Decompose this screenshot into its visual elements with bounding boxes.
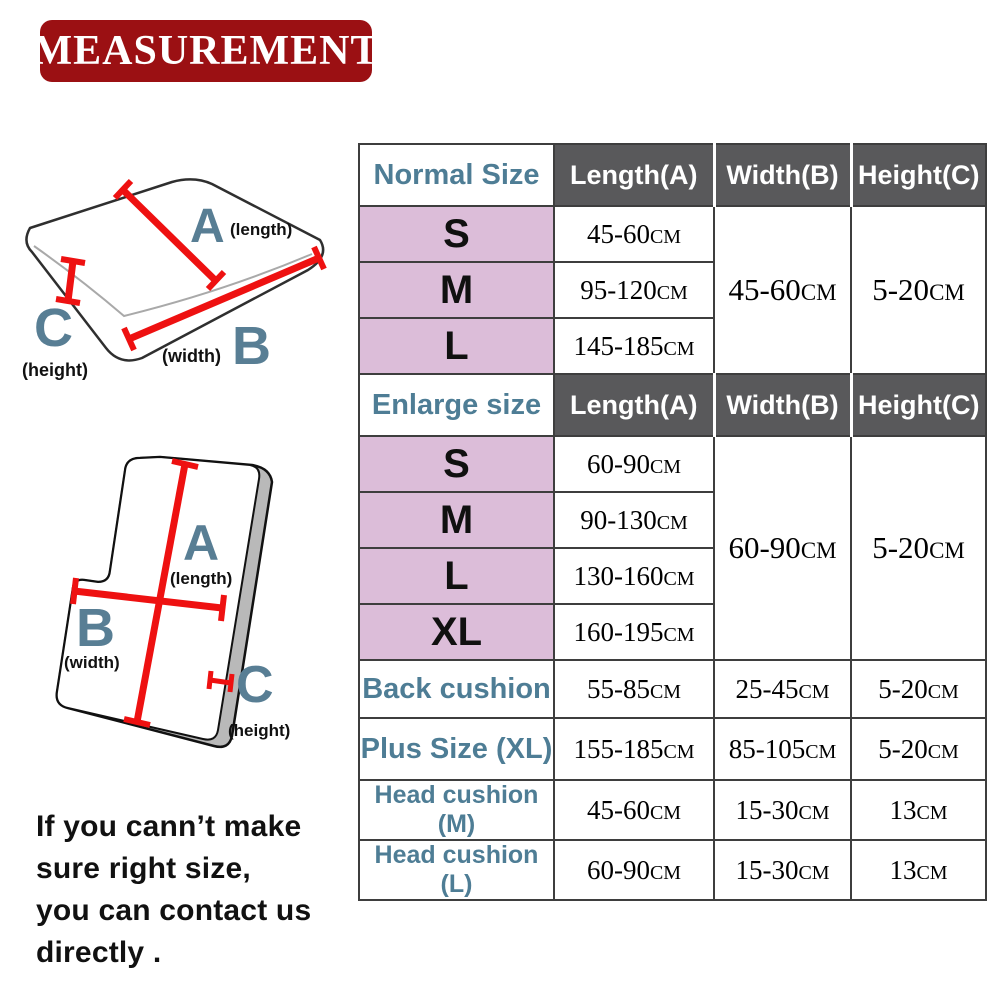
table-row-plus-size [359,718,986,780]
note-line: you can contact us [36,894,312,927]
section-title-normal: Normal Size [359,144,554,206]
column-header-length: Length(A) [554,374,714,436]
height-value: 5-20CM [851,660,986,718]
label-a-caption: (length) [170,569,233,588]
section-title-enlarge: Enlarge size [359,374,554,436]
column-header-width: Width(B) [714,144,851,206]
banner-title: MEASUREMENT [32,28,380,74]
length-value: 60-90CM [554,840,714,900]
label-b: B [232,316,271,376]
label-b-caption: (width) [162,346,221,366]
label-c-caption: (height) [228,721,291,740]
length-value: 45-60CM [554,780,714,840]
table-row-back-cushion [359,660,986,718]
width-value-merged: 60-90CM [714,436,851,660]
size-cell-l: L [359,548,554,604]
length-value: 60-90CM [554,436,714,492]
note-line: If you cann’t make [36,810,302,843]
table-row-head-cushion-l [359,840,986,900]
header-row-enlarge [359,374,986,436]
back-cushion-diagram [30,430,350,760]
length-value: 160-195CM [554,604,714,660]
length-value: 95-120CM [554,262,714,318]
column-header-height: Height(C) [851,144,986,206]
note-line: sure right size, [36,852,251,885]
column-header-length: Length(A) [554,144,714,206]
size-cell-s: S [359,206,554,262]
size-cell-xl: XL [359,604,554,660]
contact-note [36,806,311,974]
label-a-caption: (length) [230,220,293,239]
length-value: 45-60CM [554,206,714,262]
label-a: A [190,200,225,253]
height-value-merged: 5-20CM [851,436,986,660]
height-value: 13CM [851,780,986,840]
row-label: Back cushion [359,660,554,718]
label-a: A [183,515,220,571]
table-row [359,206,986,262]
column-header-width: Width(B) [714,374,851,436]
size-cell-m: M [359,492,554,548]
label-b-caption: (width) [64,653,120,672]
length-value: 130-160CM [554,548,714,604]
table-row [359,436,986,492]
width-value: 25-45CM [714,660,851,718]
label-b: B [76,598,115,658]
length-value: 155-185CM [554,718,714,780]
column-header-height: Height(C) [851,374,986,436]
length-value: 55-85CM [554,660,714,718]
length-value: 90-130CM [554,492,714,548]
width-value: 85-105CM [714,718,851,780]
seat-cushion-diagram [10,150,350,400]
size-cell-m: M [359,262,554,318]
size-cell-s: S [359,436,554,492]
table-row-head-cushion-m [359,780,986,840]
size-table [358,143,987,901]
header-row-normal [359,144,986,206]
label-c-caption: (height) [22,360,88,380]
label-c: C [236,656,274,714]
width-value-merged: 45-60CM [714,206,851,374]
size-cell-l: L [359,318,554,374]
height-value: 13CM [851,840,986,900]
width-value: 15-30CM [714,780,851,840]
note-line: directly . [36,936,162,969]
row-label: Plus Size (XL) [359,718,554,780]
measurement-banner [32,20,380,82]
height-value: 5-20CM [851,718,986,780]
height-value-merged: 5-20CM [851,206,986,374]
label-c: C [34,298,73,358]
row-label: Head cushion (M) [359,780,554,840]
width-value: 15-30CM [714,840,851,900]
length-value: 145-185CM [554,318,714,374]
row-label: Head cushion (L) [359,840,554,900]
